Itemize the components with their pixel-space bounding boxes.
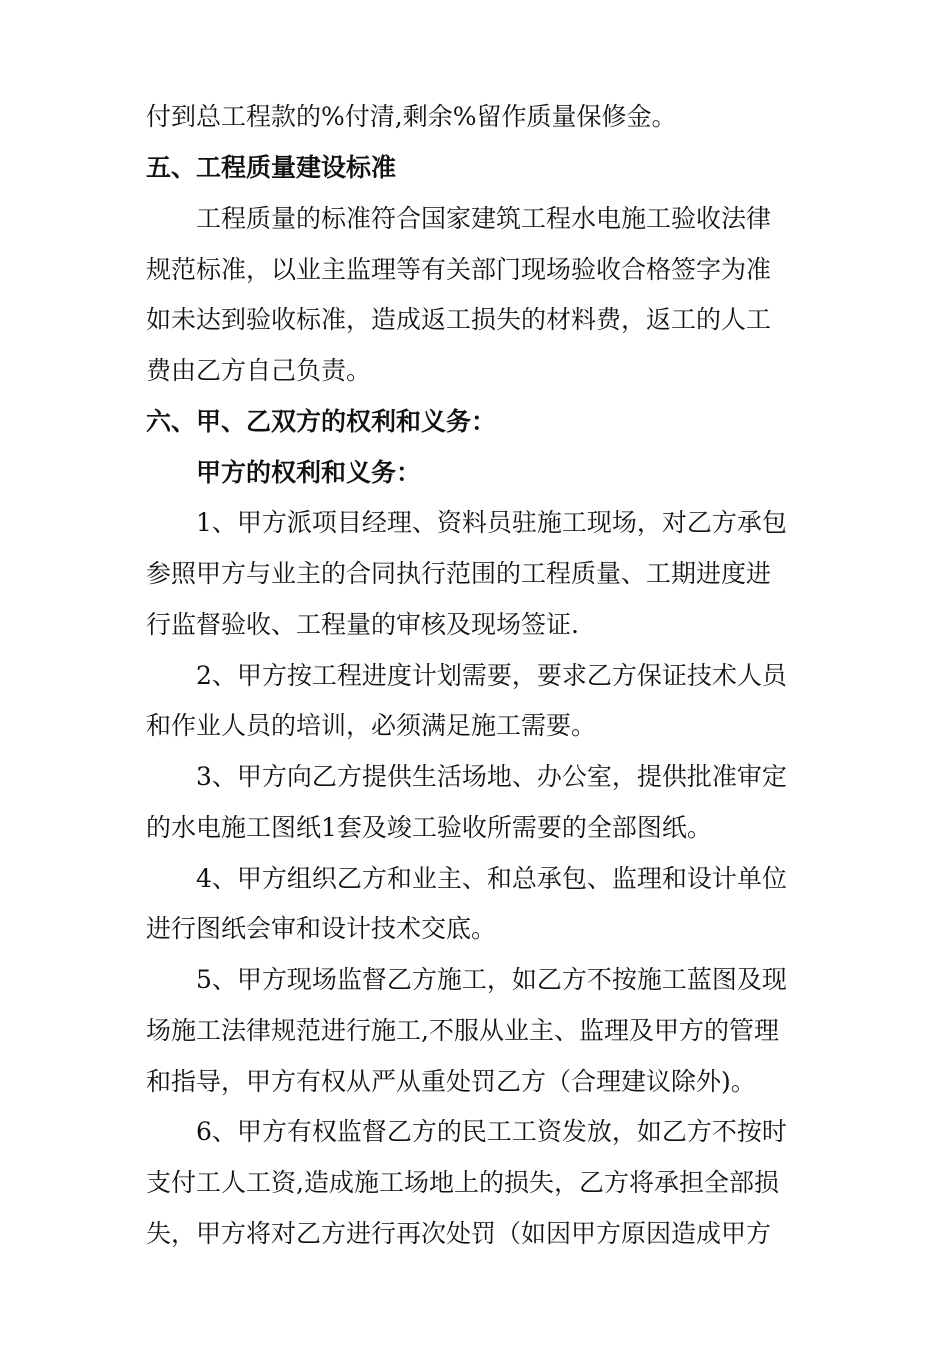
text-line: 场施工法律规范进行施工,不服从业主、监理及甲方的管理 [146, 1016, 779, 1045]
subsection-heading: 甲方的权利和义务： [196, 458, 422, 487]
text-line: 进行图纸会审和设计技术交底。 [146, 914, 497, 943]
text-line: 支付工人工资,造成施工场地上的损失，乙方将承担全部损 [146, 1168, 779, 1197]
text-line: 参照甲方与业主的合同执行范围的工程质量、工期进度进 [146, 559, 772, 588]
text-line: 的水电施工图纸1套及竣工验收所需要的全部图纸。 [146, 813, 712, 842]
text-line: 4、甲方组织乙方和业主、和总承包、监理和设计单位 [196, 864, 787, 893]
text-line: 行监督验收、工程量的审核及现场签证. [146, 610, 579, 639]
text-line: 规范标准，以业主监理等有关部门现场验收合格签字为准 [146, 255, 772, 284]
text-line: 2、甲方按工程进度计划需要，要求乙方保证技术人员 [196, 661, 787, 690]
text-line: 5、甲方现场监督乙方施工，如乙方不按施工蓝图及现 [196, 965, 787, 994]
text-line: 工程质量的标准符合国家建筑工程水电施工验收法律 [196, 204, 772, 233]
text-line: 付到总工程款的%付清,剩余%留作质量保修金。 [146, 102, 677, 131]
text-line: 和指导，甲方有权从严从重处罚乙方（合理建议除外)。 [146, 1067, 756, 1096]
text-line: 3、甲方向乙方提供生活场地、办公室，提供批准审定 [196, 762, 787, 791]
text-line: 失，甲方将对乙方进行再次处罚（如因甲方原因造成甲方 [146, 1219, 772, 1248]
text-line: 6、甲方有权监督乙方的民工工资发放，如乙方不按时 [196, 1117, 787, 1146]
text-line: 如未达到验收标准，造成返工损失的材料费，返工的人工 [146, 305, 772, 334]
section-heading-5: 五、工程质量建设标准 [146, 153, 397, 182]
text-line: 1、甲方派项目经理、资料员驻施工现场，对乙方承包 [196, 508, 787, 537]
text-line: 和作业人员的培训，必须满足施工需要。 [146, 711, 597, 740]
section-heading-6: 六、甲、乙双方的权利和义务： [146, 407, 497, 436]
text-line: 费由乙方自己负责。 [146, 356, 372, 385]
